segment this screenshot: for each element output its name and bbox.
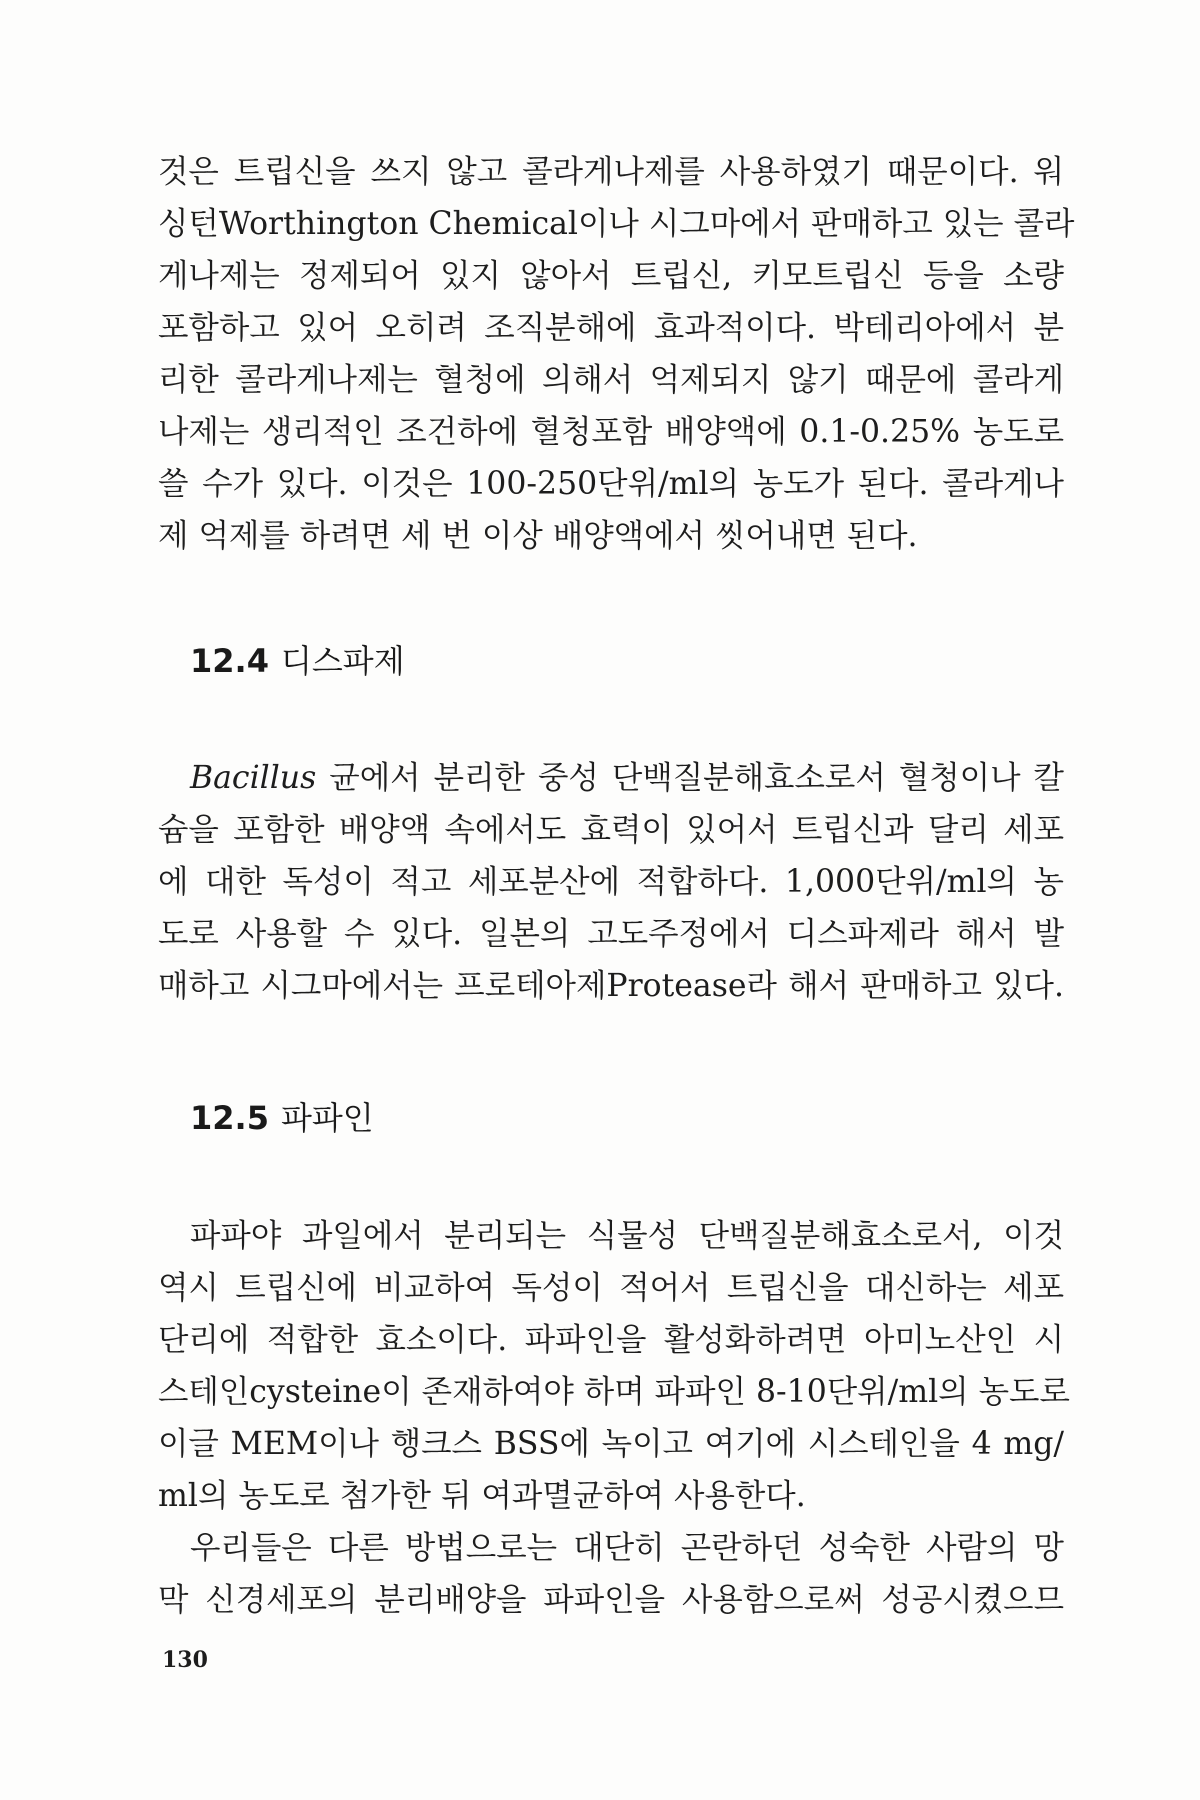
text-line: 도로 사용할 수 있다. 일본의 고도주정에서 디스파제라 해서 발 — [158, 916, 1064, 952]
section-heading-12-4 — [190, 636, 405, 682]
text-line: 파파야 과일에서 분리되는 식물성 단백질분해효소로서, 이것 — [190, 1218, 1064, 1254]
text-line: 쓸 수가 있다. 이것은 100-250단위/ml의 농도가 된다. 콜라게나 — [158, 466, 1064, 502]
text-line: 싱턴Worthington Chemical이나 시그마에서 판매하고 있는 콜라 — [158, 206, 1075, 242]
section-heading-12-5 — [190, 1093, 374, 1139]
text-line: 리한 콜라게나제는 혈청에 의해서 억제되지 않기 때문에 콜라게 — [158, 362, 1064, 398]
text-line: 막 신경세포의 분리배양을 파파인을 사용함으로써 성공시켰으므 — [158, 1582, 1064, 1618]
text-line: 매하고 시그마에서는 프로테아제Protease라 해서 판매하고 있다. — [158, 968, 1064, 1004]
text-line: 나제는 생리적인 조건하에 혈청포함 배양액에 0.1-0.25% 농도로 — [158, 414, 1064, 450]
section-title: 파파인 — [280, 1099, 374, 1137]
text-line: 것은 트립신을 쓰지 않고 콜라게나제를 사용하였기 때문이다. 워 — [158, 154, 1064, 190]
section-number: 12.4 — [190, 642, 269, 680]
text-line — [158, 752, 1064, 804]
text-line: 역시 트립신에 비교하여 독성이 적어서 트립신을 대신하는 세포 — [158, 1270, 1064, 1306]
paragraph-papain — [158, 1210, 1070, 1626]
text-line: 단리에 적합한 효소이다. 파파인을 활성화하려면 아미노산인 시 — [158, 1322, 1064, 1358]
page-number: 130 — [162, 1647, 208, 1673]
text-line: 에 대한 독성이 적고 세포분산에 적합하다. 1,000단위/ml의 농 — [158, 864, 1064, 900]
text-line: 스테인cysteine이 존재하여야 하며 파파인 8-10단위/ml의 농도로 — [158, 1374, 1070, 1410]
text-line: 게나제는 정제되어 있지 않아서 트립신, 키모트립신 등을 소량 — [158, 258, 1064, 294]
paragraph-dispase — [158, 752, 1064, 1012]
text-line: 포함하고 있어 오히려 조직분해에 효과적이다. 박테리아에서 분 — [158, 310, 1064, 346]
text-line: ml의 농도로 첨가한 뒤 여과멸균하여 사용한다. — [158, 1478, 806, 1514]
section-title: 디스파제 — [280, 642, 405, 680]
section-number: 12.5 — [190, 1099, 269, 1137]
text-line: 슘을 포함한 배양액 속에서도 효력이 있어서 트립신과 달리 세포 — [158, 812, 1064, 848]
italic-term: Bacillus — [190, 760, 317, 796]
text-fragment: 균에서 분리한 중성 단백질분해효소로서 혈청이나 칼 — [316, 760, 1064, 796]
paragraph-collagenase — [158, 146, 1075, 562]
text-line: 제 억제를 하려면 세 번 이상 배양액에서 씻어내면 된다. — [158, 518, 918, 554]
text-line: 우리들은 다른 방법으로는 대단히 곤란하던 성숙한 사람의 망 — [190, 1530, 1064, 1566]
text-line: 이글 MEM이나 행크스 BSS에 녹이고 여기에 시스테인을 4 mg/ — [158, 1426, 1064, 1462]
